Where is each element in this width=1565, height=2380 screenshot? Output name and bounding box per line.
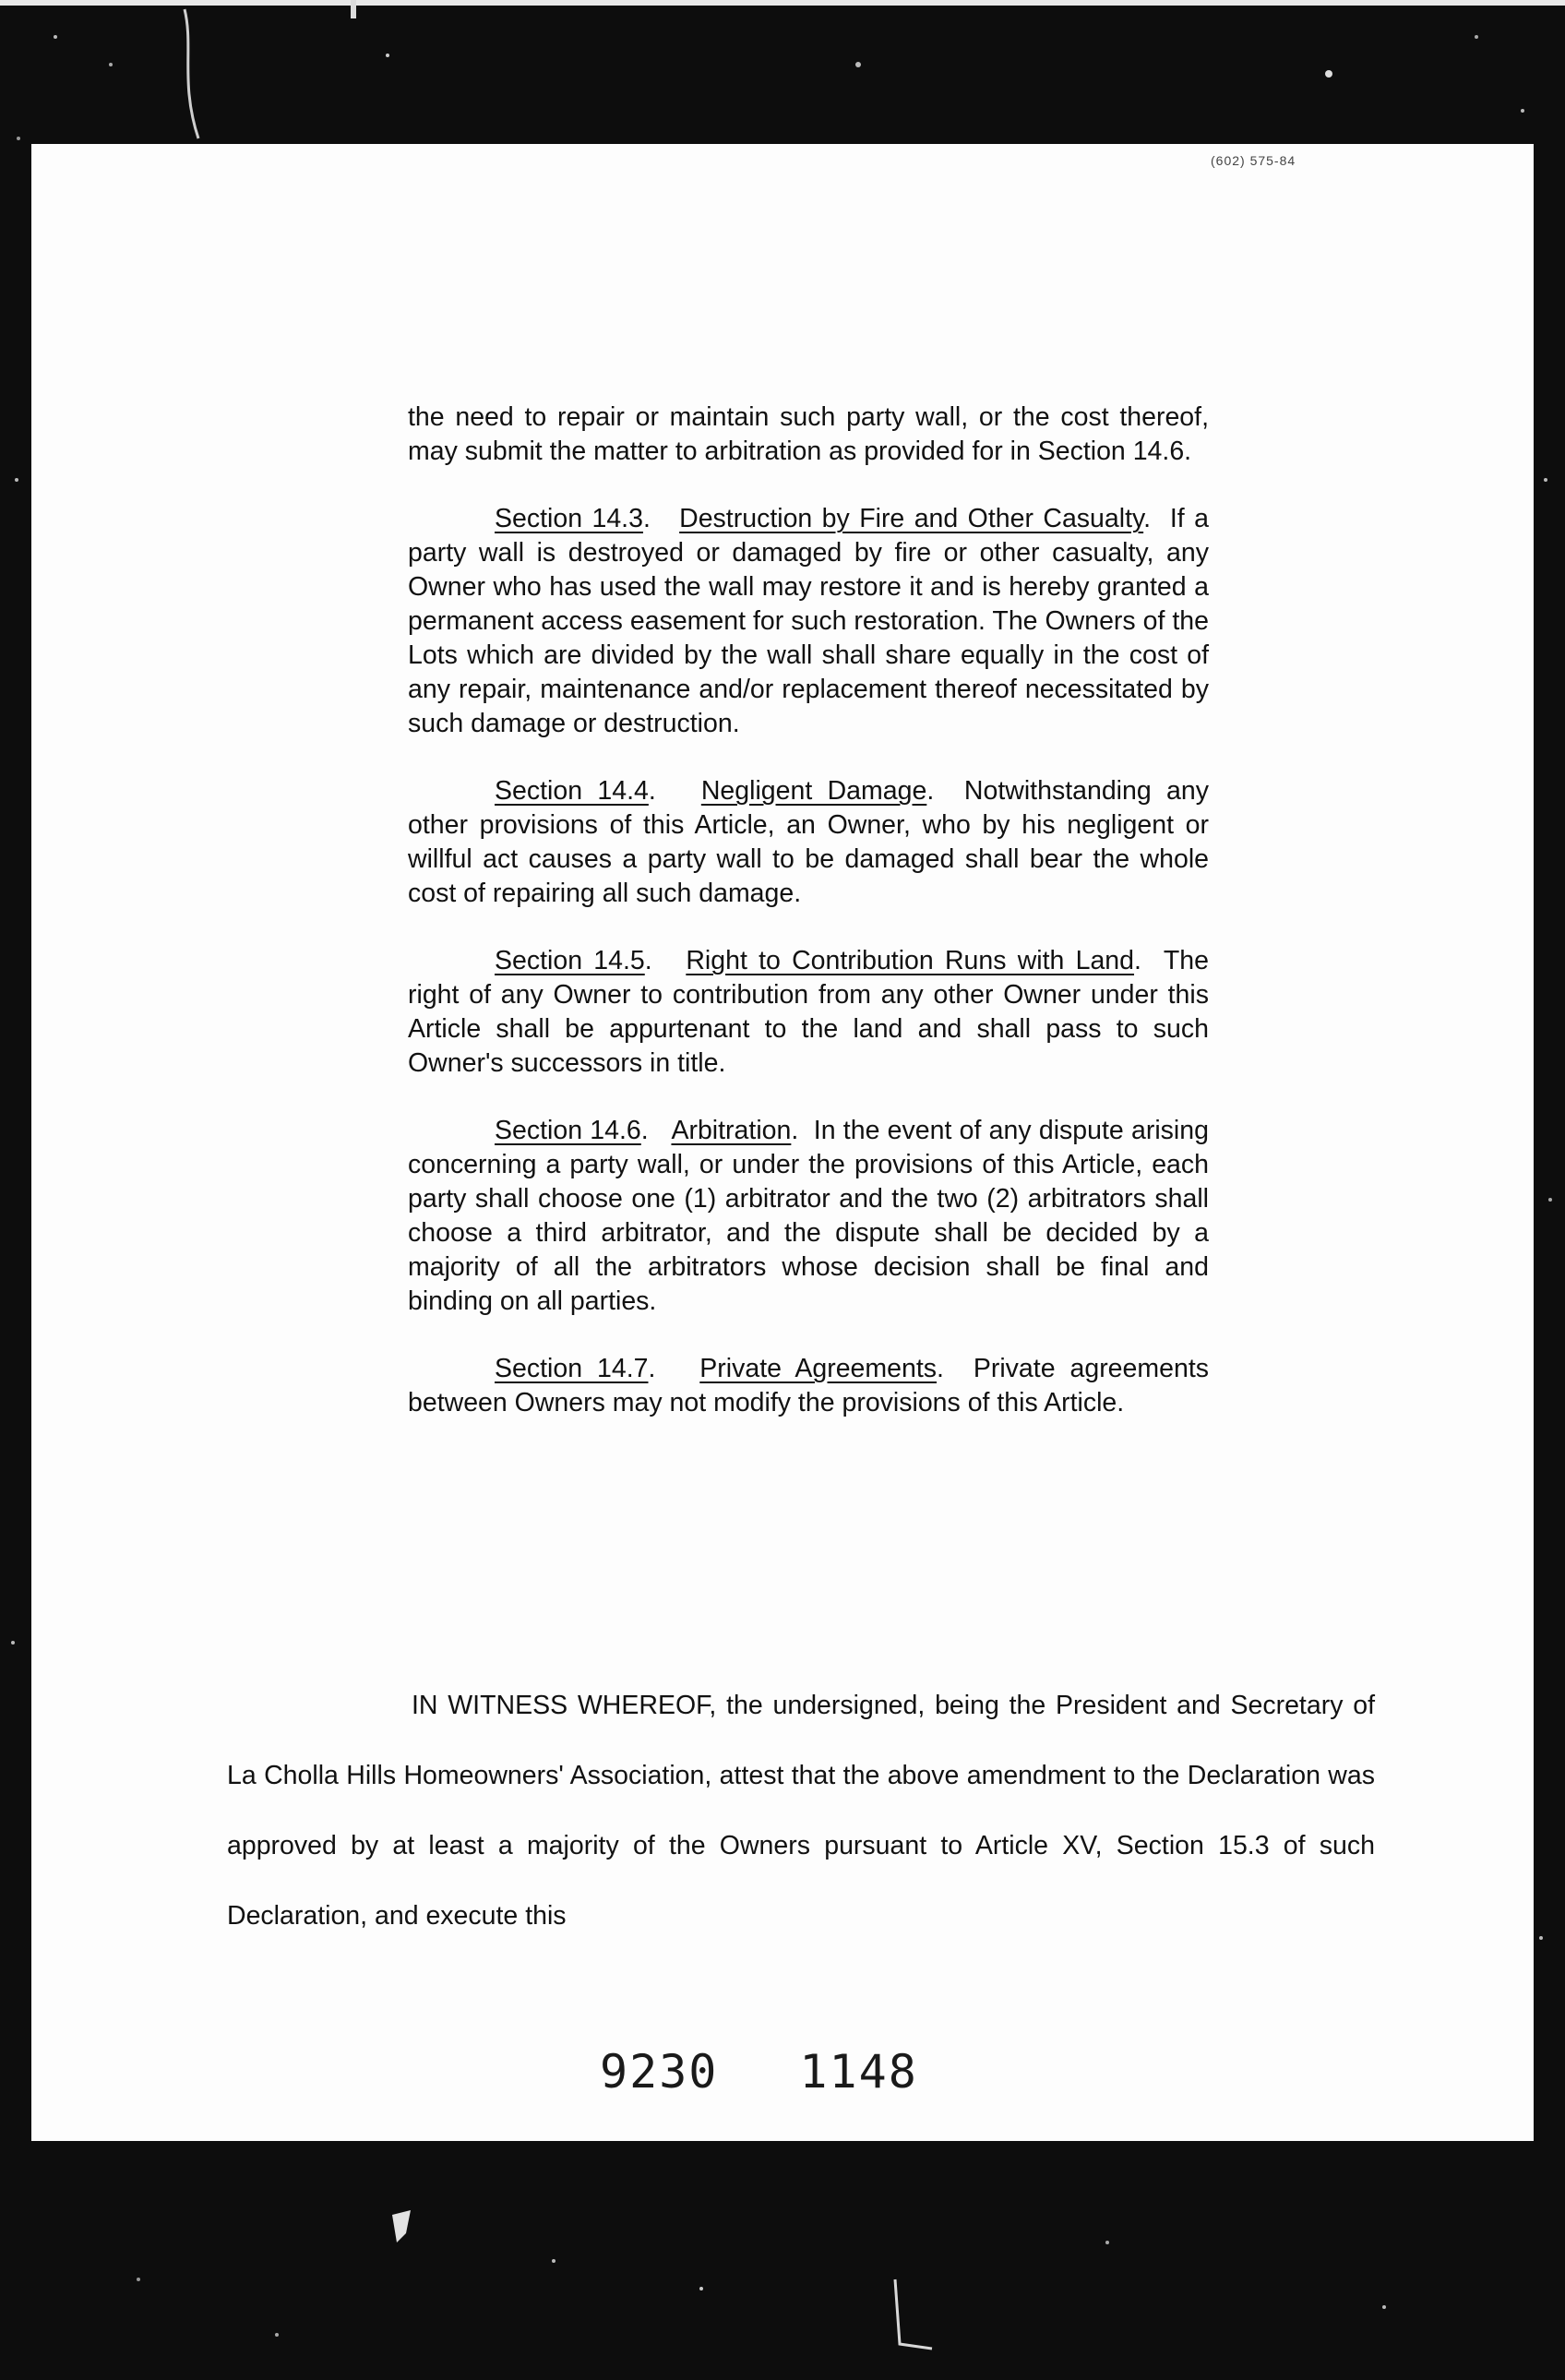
header-mark: (602) 575-84 [1211,153,1296,168]
section-body: The right of any Owner to contribution from any other Owner under this Article shall be appurtenant to the land and shall pass to such Owner's successors in title. [408,946,1209,1078]
section-14-7: Section 14.7. Private Agreements. Private agreements between Owners may not modify the provisions of this Article. [408,1354,1209,1417]
document-page [31,144,1534,2141]
section-body: Notwithstanding any other provisions of this Article, an Owner, who by his negligent or willful act causes a party wall to be damaged shall bear the whole cost of repairing all such damage. [408,776,1209,908]
section-body: Private agreements between Owners may not modify the provisions of this Article. [408,1354,1209,1417]
page-number: 1148 [799,2045,918,2099]
book-number: 9230 [600,2045,719,2099]
section-title: Destruction by Fire and Other Casualty [679,504,1144,533]
section-number: Section 14.7 [495,1354,649,1383]
section-14-4: Section 14.4. Negligent Damage. Notwithstanding any other provisions of this Article, an Owner, who by his negligent or willful act causes a party wall to be damaged shall bear the whole cost of repairing all such damage. [408,776,1209,908]
section-14-5: Section 14.5. Right to Contribution Runs with Land. The right of any Owner to contribution from any other Owner under this Article shall be appurtenant to the land and shall pass to such Owner's successors in title. [408,946,1209,1078]
section-title: Private Agreements [699,1354,938,1383]
witness-paragraph [227,1670,1375,1951]
text-column [408,401,1209,1453]
section-number: Section 14.3 [495,504,643,533]
section-number: Section 14.6 [495,1116,641,1145]
section-title: Arbitration [671,1116,792,1145]
continuation-paragraph: the need to repair or maintain such party wall, or the cost thereof, may submit the matter to arbitration as provided for in Section 14.6. [408,402,1209,466]
section-14-6: Section 14.6. Arbitration. In the event of any dispute arising concerning a party wall, or under the provisions of this Article, each party shall choose one (1) arbitrator and the two (2) arbitrators shall choose a third arbitrator, and the dispute shall be decided by a majority of all the arbitrators whose decision shall be final and binding on all parties. [408,1116,1209,1316]
section-title: Right to Contribution Runs with Land [686,946,1135,975]
section-body: If a party wall is destroyed or damaged by fire or other casualty, any Owner who has used the wall may restore it and is hereby granted a permanent access easement for such restoration. The Owners of the Lots which are divided by the wall shall share equally in the cost of any repair, maintenance and/or replacement thereof necessitated by such damage or destruction. [408,504,1209,738]
section-body: In the event of any dispute arising concerning a party wall, or under the provisions of this Article, each party shall choose one (1) arbitrator and the two (2) arbitrators shall choose a third arbitrator, and the dispute shall be decided by a majority of all the arbitrators whose decision shall be final and binding on all parties. [408,1116,1209,1316]
section-number: Section 14.5 [495,946,645,975]
section-14-3: Section 14.3. Destruction by Fire and Other Casualty. If a party wall is destroyed or damaged by fire or other casualty, any Owner who has used the wall may restore it and is hereby granted a permanent access easement for such restoration. The Owners of the Lots which are divided by the wall shall share equally in the cost of any repair, maintenance and/or replacement thereof necessitated by such damage or destruction. [408,504,1209,738]
book-page-number [600,2045,918,2099]
section-title: Negligent Damage [700,776,927,806]
section-number: Section 14.4 [495,776,649,806]
witness-text: IN WITNESS WHEREOF, the undersigned, being the President and Secretary of La Cholla Hills Homeowners' Association, attest that the above amendment to the Declaration was approved by at least a majority of the Owners pursuant to Article XV, Section 15.3 of such Declaration, and execute this [227,1691,1375,1931]
